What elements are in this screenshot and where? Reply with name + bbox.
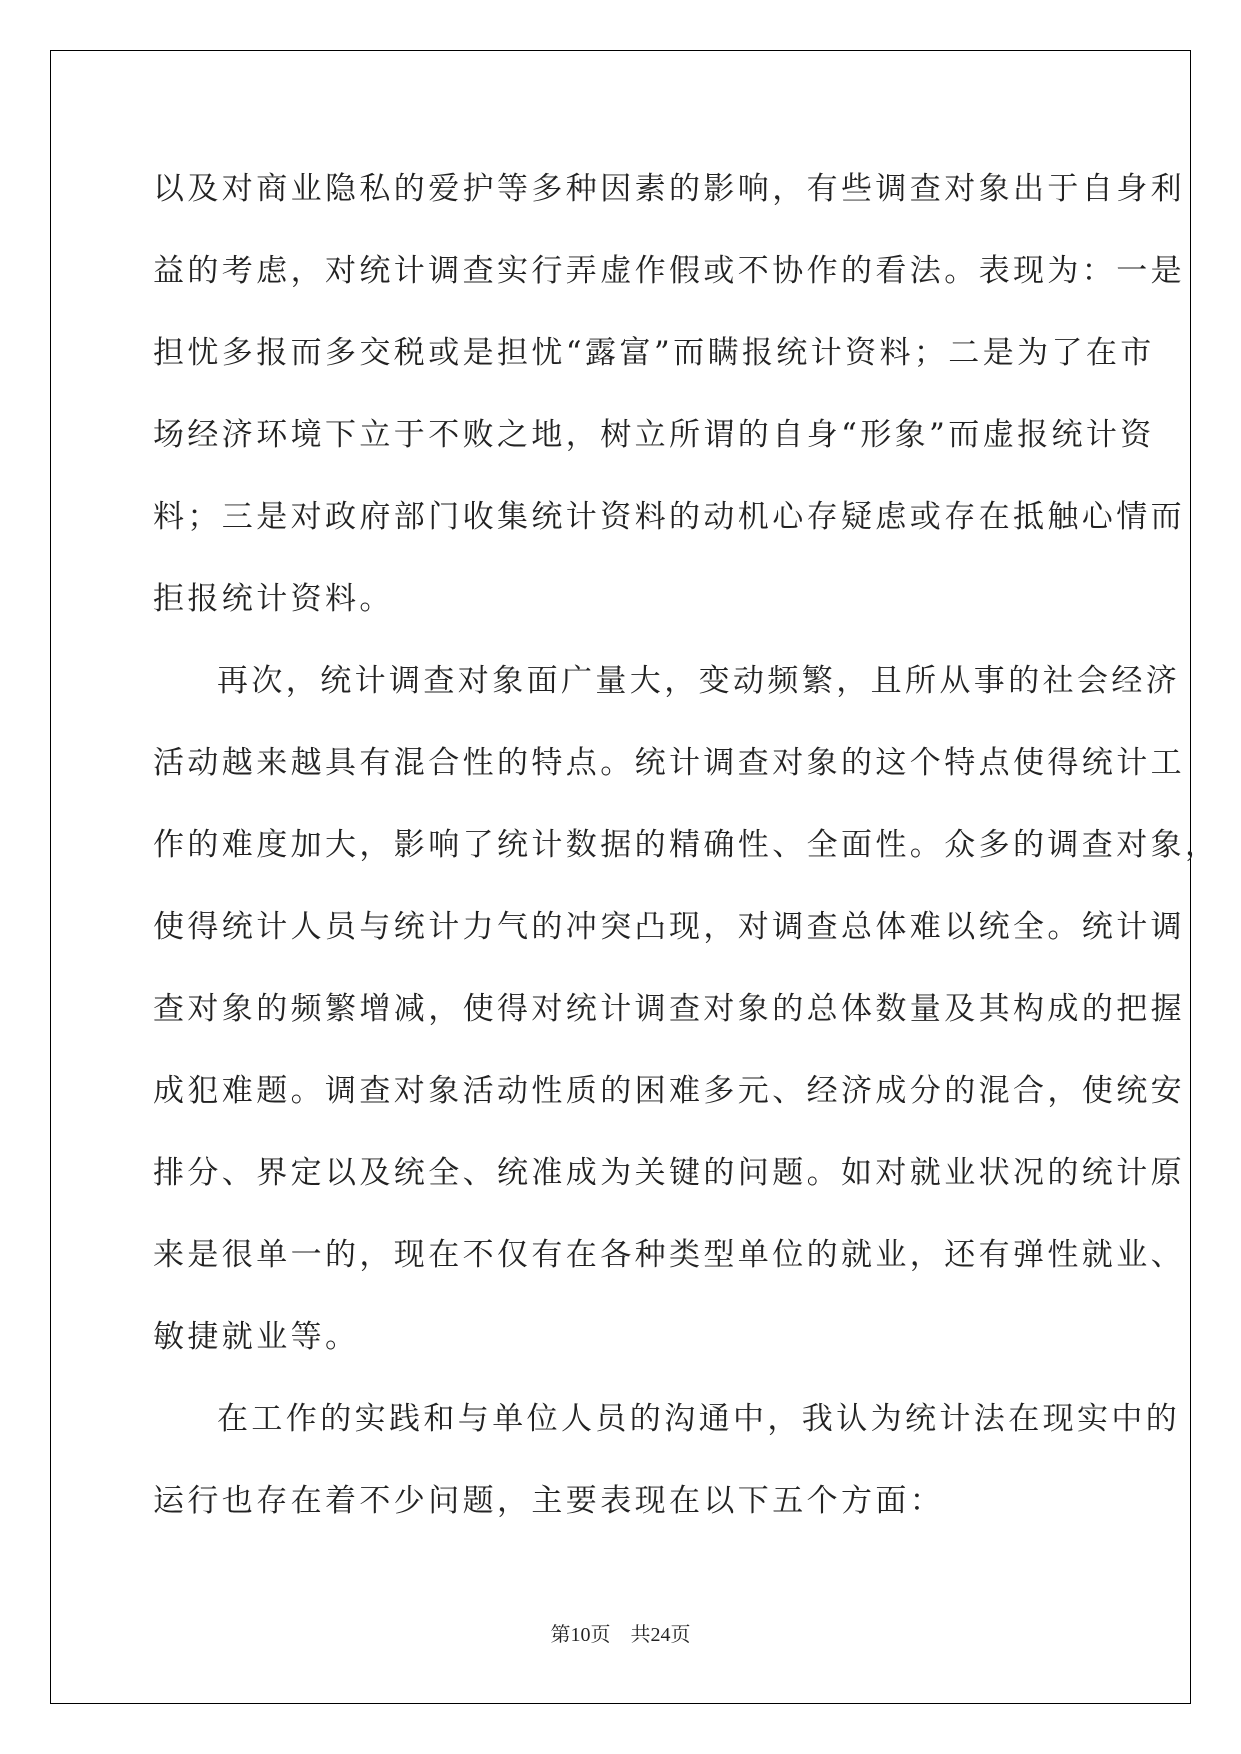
page-footer: [0, 1618, 1241, 1647]
total-pages: 共24页: [630, 1624, 691, 1646]
text-line: 查对象的频繁增减，使得对统计调查对象的总体数量及其构成的把握: [153, 991, 1185, 1027]
text-line: 再次，统计调查对象面广量大，变动频繁，且所从事的社会经济: [217, 663, 1181, 699]
document-body: [153, 157, 1220, 1551]
text-line: 在工作的实践和与单位人员的沟通中，我认为统计法在现实中的: [217, 1401, 1181, 1437]
text-line: 运行也存在着不少问题，主要表现在以下五个方面：: [153, 1483, 945, 1519]
text-line: 益的考虑，对统计调查实行弄虚作假或不协作的看法。表现为：一是: [153, 253, 1185, 289]
text-line: 排分、界定以及统全、统准成为关键的问题。如对就业状况的统计原: [153, 1155, 1185, 1191]
text-line: 料；三是对政府部门收集统计资料的动机心存疑虑或存在抵触心情而: [153, 499, 1185, 535]
text-line: 以及对商业隐私的爱护等多种因素的影响，有些调查对象出于自身利: [153, 171, 1185, 207]
text-line: 敏捷就业等。: [153, 1319, 360, 1355]
text-line: 成犯难题。调查对象活动性质的困难多元、经济成分的混合，使统安: [153, 1073, 1185, 1109]
text-line: 来是很单一的，现在不仅有在各种类型单位的就业，还有弹性就业、: [153, 1237, 1185, 1273]
text-line: 拒报统计资料。: [153, 581, 394, 617]
text-line: 活动越来越具有混合性的特点。统计调查对象的这个特点使得统计工: [153, 745, 1185, 781]
text-line: 使得统计人员与统计力气的冲突凸现，对调查总体难以统全。统计调: [153, 909, 1185, 945]
current-page-number: 第10页: [550, 1624, 611, 1646]
text-line: 担忧多报而多交税或是担忧“露富”而瞒报统计资料；二是为了在市: [153, 335, 1155, 371]
text-line: 作的难度加大，影响了统计数据的精确性、全面性。众多的调查对象，: [153, 827, 1220, 863]
text-line: 场经济环境下立于不败之地，树立所谓的自身“形象”而虚报统计资: [153, 417, 1155, 453]
